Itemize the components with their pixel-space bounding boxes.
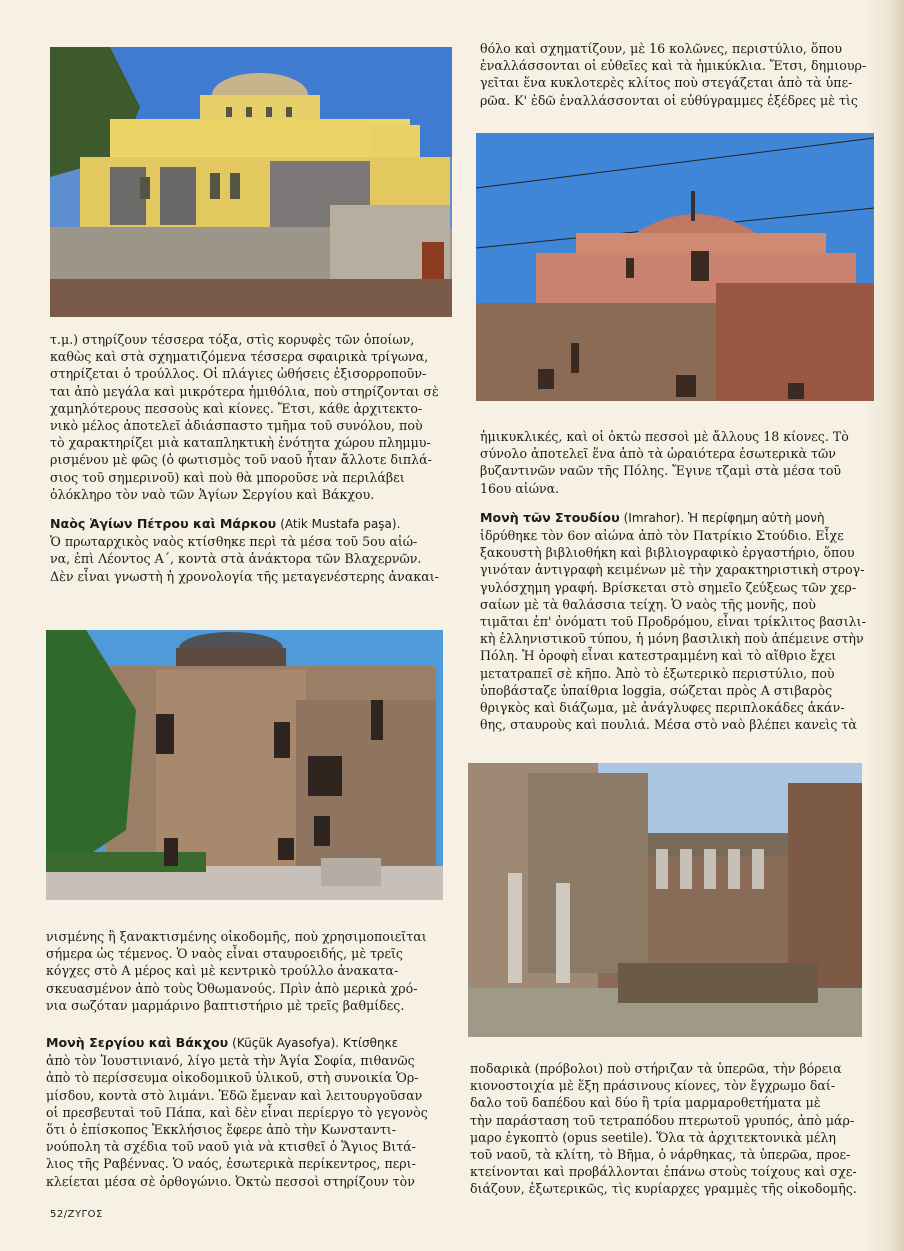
text-line: ὅτι ὁ ἐπίσκοπος Ἐκκλήσιος ἔφερε ἀπὸ τὴν Κωνσταντι- <box>46 1122 396 1138</box>
text-line: λιος τῆς Ραβέννας. Ὁ ναός, ἐσωτερικὰ περίκεντρος, περι- <box>46 1156 416 1172</box>
text-line: οἱ πρεσβευταὶ τοῦ Πάπα, καὶ δὲν εἶναι περίεργο τὸ γεγονὸς <box>46 1104 428 1120</box>
text-line: Ὁ πρωταρχικὸς ναὸς κτίσθηκε περὶ τὰ μέσα τοῦ 5ου αἰώ- <box>50 534 418 550</box>
text-line: ὑποβάσταζε ὑπαίθρια loggia, σώζεται πρὸς Α στιβαρὸς <box>480 682 833 698</box>
text-line: ξακουστὴ βιβλιοθήκη καὶ βιβλιογραφικὸ ἐργαστήριο, ὅπου <box>480 545 855 561</box>
text-line: κλείεται μέσα σὲ ὀρθογώνιο. Ὀκτὼ πεσσοὶ στηρίζουν τὸν <box>46 1173 415 1189</box>
text-line: νικὸ μέλος ἀποτελεῖ ἀδιάσπαστο τμῆμα τοῦ συνόλου, ποὺ <box>50 418 423 434</box>
text-line: να, ἐπὶ Λέοντος Α΄, κοντὰ στὰ ἀνάκτορα τῶν Βλαχερνῶν. <box>50 551 422 567</box>
text-line: νισμένης ἢ ξανακτισμένης οἰκοδομῆς, ποὺ χρησιμοποιεῖται <box>46 929 427 944</box>
text-line: θης, σταυροὺς καὶ πουλιά. Μέσα στὸ ναὸ βλέπει κανεὶς τὰ <box>480 717 857 733</box>
text-line: μαρο ἐγκοπτὸ (opus seetile). Ὅλα τὰ ἀρχιτεκτονικὰ μέλη <box>470 1129 836 1145</box>
text-line: χαμηλότερους πεσσοὺς καὶ κίονες. Ἔτσι, κάθε ἀρχιτεκτο- <box>50 400 423 416</box>
text-line: γυλόσχημη γραφή. Βρίσκεται στὸ σημεῖο ζεύξεως τῶν χερ- <box>480 579 857 595</box>
text-line: 16ου αἰώνα. <box>480 480 560 496</box>
text-line: ἀπὸ τὸν Ἰουστινιανό, λίγο μετὰ τὴν Ἁγία Σοφία, πιθανῶς <box>46 1053 415 1069</box>
text-line: σύνολο ἀποτελεῖ ἕνα ἀπὸ τὰ ὡραιότερα ἐσωτερικὰ τῶν <box>480 446 836 462</box>
page-footer: 52/ΖΥΓΟΣ <box>50 1209 103 1220</box>
heading-text: Μονὴ Σεργίου καὶ Βάκχου <box>46 1035 229 1051</box>
text-line: ὁλόκληρο τὸν ναὸ τῶν Ἁγίων Σεργίου καὶ Βάκχου. <box>50 486 375 502</box>
text-line: κόγχες στὸ Α μέρος καὶ μὲ κεντρικὸ τρούλλο ἀνακατα- <box>46 963 399 979</box>
section-heading-sergius <box>46 1034 446 1052</box>
text-line: βυζαντινῶν ναῶν τῆς Πόλης. Ἔγινε τζαμὶ στὰ μέσα τοῦ <box>480 463 842 479</box>
text-line: νια σωζόταν μαρμάρινο βαπτιστήριο μὲ τρεῖς βαθμίδες. <box>46 997 405 1013</box>
text-line: ρισμένου μὲ φῶς (ὁ φωτισμὸς τοῦ ναοῦ ἦταν ἄλλοτε διπλά- <box>50 452 432 468</box>
text-line: σαίων μὲ τὰ θαλάσσια τείχη. Ὁ ναὸς τῆς μονῆς, ποὺ <box>480 596 816 612</box>
text-line: Δὲν εἶναι γνωστὴ ἡ χρονολογία τῆς μεταγενέστερης ἀνακαι- <box>50 568 439 584</box>
text-line: ἡμικυκλικές, καὶ οἱ ὀκτὼ πεσσοὶ μὲ ἄλλους 18 κίονες. Τὸ <box>480 429 849 444</box>
text-line: δαλο τοῦ δαπέδου καὶ δύο ἢ τρία μαρμαροθετήματα μὲ <box>470 1095 821 1111</box>
text-line: θόλο καὶ σχηματίζουν, μὲ 16 κολῶνες, περιστύλιο, ὅπου <box>480 41 843 56</box>
text-line: γεῖται ἕνα κυκλοτερὲς κλίτος ποὺ στεγάζεται ἀπὸ τὰ ὑπε- <box>480 75 853 91</box>
heading-text: Ναὸς Ἁγίων Πέτρου καὶ Μάρκου <box>50 516 277 532</box>
text-line: τὸ χαρακτηρίζει μιὰ καταπληκτικὴ ἑνότητα χώρου πλημμυ- <box>50 435 431 451</box>
text-line: σκευασμένον ἀπὸ τοὺς Ὀθωμανούς. Πρὶν ἀπὸ μερικὰ χρό- <box>46 980 418 996</box>
text-line: τοῦ ναοῦ, τὰ κλίτη, τὸ Βῆμα, ὁ νάρθηκας, τὰ ὑπερῶα, προε- <box>470 1147 851 1163</box>
photo-studios-ruins <box>468 763 862 1037</box>
text-line: στηρίζεται ὁ τρούλλος. Οἱ πλάγιες ὠθήσεις ἐξισορροποῦν- <box>50 366 427 382</box>
text-line: σήμερα ὡς τέμενος. Ὁ ναὸς εἶναι σταυροειδής, μὲ τρεῖς <box>46 946 403 962</box>
text-right-top <box>480 40 876 109</box>
text-line: ἀπὸ τὸ περίσσευμα οἰκοδομικοῦ ὑλικοῦ, στὴ συνοικία Ὁρ- <box>46 1070 419 1086</box>
text-line: ποδαρικὰ (πρόβολοι) ποὺ στήριζαν τὰ ὑπερῶα, τὴν βόρεια <box>470 1061 842 1076</box>
photo-peter-mark-church <box>46 630 443 900</box>
text-line: ται ἀπὸ μεγάλα καὶ μικρότερα ἡμιθόλια, ποὺ στηρίζονται σὲ <box>50 383 439 399</box>
text-line: κτείνονται καὶ προβάλλονται ἐπάνω στοὺς τοίχους καὶ σχε- <box>470 1164 857 1180</box>
heading-subtitle: (Imrahor). Ἡ περίφημη αὐτὴ μονὴ <box>623 510 825 525</box>
heading-subtitle: (Küçük Ayasofya). Κτίσθηκε <box>232 1036 399 1051</box>
text-line: θριγκὸς καὶ διάζωμα, μὲ ἀνάγλυφες περιπλοκάδες ἀκάν- <box>480 700 845 716</box>
text-line: Πόλη. Ἡ ὀροφὴ εἶναι κατεστραμμένη καὶ τὸ αἴθριο ἔχει <box>480 648 837 664</box>
text-line: μετατραπεῖ σὲ κῆπο. Ἀπὸ τὸ ἐξωτερικὸ περιστύλιο, ποὺ <box>480 665 835 681</box>
text-line: νούπολη τὰ σχέδια τοῦ ναοῦ γιὰ νὰ κτισθεῖ ὁ Ἅγιος Βιτά- <box>46 1139 416 1155</box>
photo-hagia-sophia <box>50 47 452 317</box>
text-left-block-2 <box>46 928 446 1190</box>
heading-text: Μονὴ τῶν Στουδίου <box>480 509 620 525</box>
photo-sergius-bacchus-exterior <box>476 133 874 401</box>
text-line: καθὼς καὶ στὰ σχηματιζόμενα τέσσερα σφαιρικὰ τρίγωνα, <box>50 349 429 365</box>
text-line: διάζουν, ἐξωτερικῶς, τὶς κυρίαρχες γραμμὲς τῆς οἰκοδομῆς. <box>470 1181 857 1197</box>
text-line: σιος τοῦ σημερινοῦ) καὶ ποὺ θὰ μποροῦσε νὰ περιλάβει <box>50 469 405 485</box>
section-heading-studios <box>480 509 876 527</box>
text-line: μίσδου, κοντὰ στὸ λιμάνι. Ἐδῶ ἔμεναν καὶ λειτουργοῦσαν <box>46 1087 423 1103</box>
text-line: τ.μ.) στηρίζουν τέσσερα τόξα, στὶς κορυφὲς τῶν ὁποίων, <box>50 332 415 347</box>
text-line: ἱδρύθηκε τὸν 6ον αἰώνα ἀπὸ τὸν Πατρίκιο Στούδιο. Εἶχε <box>480 528 844 544</box>
text-left-block-1 <box>50 331 446 585</box>
text-line: τιμᾶται ἐπ' ὀνόματι τοῦ Προδρόμου, εἶναι τρίκλιτος βασιλι- <box>480 614 866 630</box>
text-line: κὴ ἑλληνιστικοῦ τύπου, ἡ μόνη βασιλικὴ ποὺ ἀπέμεινε στὴν <box>480 631 864 647</box>
text-line: ρῶα. Κ' ἐδῶ ἐναλλάσσονται οἱ εὐθύγραμμες ἐξέδρες μὲ τὶς <box>480 92 858 108</box>
section-heading-peter-mark <box>50 515 446 533</box>
text-line: κιονοστοιχία μὲ ἕξη πράσινους κίονες, τὸν ἔγχρωμο δαί- <box>470 1078 836 1094</box>
text-line: γινόταν ἀντιγραφὴ κειμένων μὲ τὴν χαρακτηριστικὴ στρογ- <box>480 562 865 578</box>
text-line: ἐναλλάσσονται οἱ εὐθεῖες καὶ τὰ ἡμικύκλια. Ἔτσι, δημιουρ- <box>480 58 867 74</box>
heading-subtitle: (Atik Mustafa paşa). <box>280 517 401 532</box>
text-right-middle <box>480 428 876 733</box>
text-right-bottom <box>470 1060 866 1198</box>
text-line: τὴν παράσταση τοῦ τετραπόδου πτερωτοῦ γρυπός, ἀπὸ μάρ- <box>470 1112 855 1128</box>
